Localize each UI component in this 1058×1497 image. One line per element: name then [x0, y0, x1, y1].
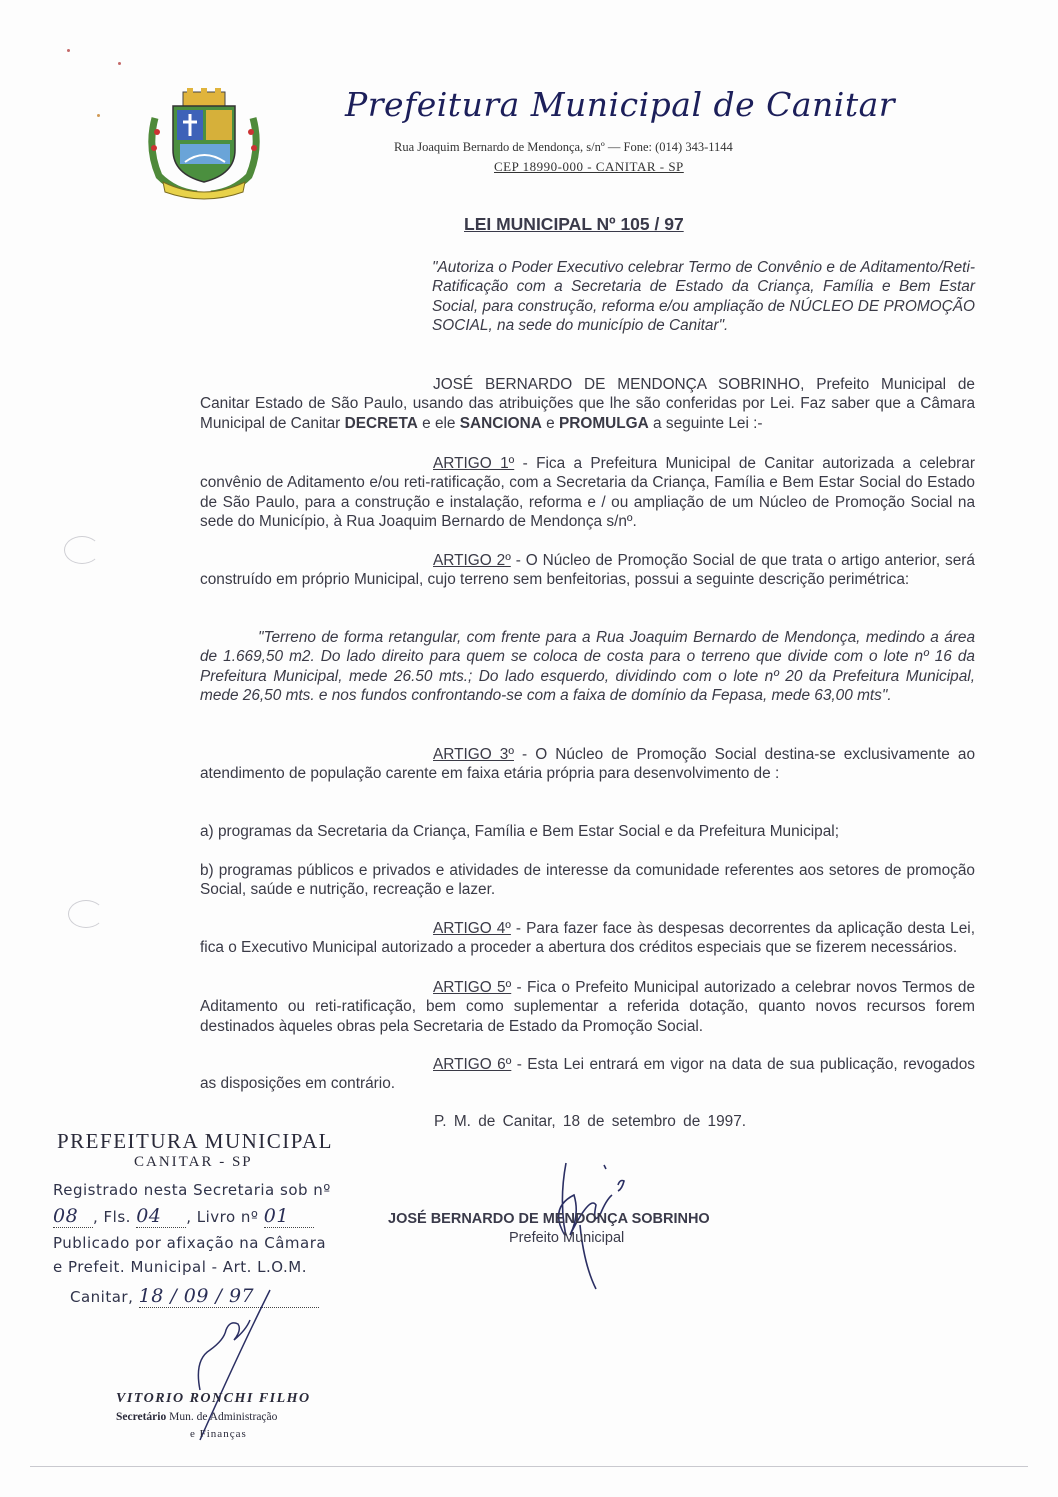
article-label: ARTIGO 3º: [433, 746, 514, 763]
article-6: ARTIGO 6º - Esta Lei entrará em vigor na data de sua publicação, revogados as disposições em contrário.: [200, 1056, 975, 1093]
municipal-crest-icon: [145, 88, 263, 200]
folio-number: 04: [136, 1205, 186, 1228]
signer-role: Prefeito Municipal: [509, 1230, 625, 1246]
article-2: ARTIGO 2º - O Núcleo de Promoção Social de que trata o artigo anterior, será construído em próprio Municipal, cujo terreno sem benfeitorias, possui a seguinte descrição perimétrica:: [200, 552, 975, 589]
stamp-registration-row: 08 , Fls. 04 , Livro nº 01: [53, 1205, 314, 1228]
punch-hole-mark: [68, 900, 104, 928]
date-line: P. M. de Canitar, 18 de setembro de 1997.: [434, 1113, 747, 1130]
letterhead-address: Rua Joaquim Bernardo de Mendonça, s/nº — Fone: (014) 343-1144: [394, 140, 733, 154]
secretary-name: VITORIO RONCHI FILHO: [116, 1391, 311, 1406]
preamble: JOSÉ BERNARDO DE MENDONÇA SOBRINHO, Prefeito Municipal de Canitar Estado de São Paulo, usando das atribuições que lhe são conferidas por Lei. Faz saber que a Câmara Municipal de Canitar DECRETA e ele SANCIONA e PROMULGA a seguinte Lei :-: [200, 376, 975, 432]
article-label: ARTIGO 5º: [433, 979, 512, 996]
registration-number: 08: [53, 1205, 93, 1228]
scan-speck: [97, 114, 100, 117]
letterhead-title: Prefeitura Municipal de Canitar: [345, 85, 896, 124]
page-edge: [30, 1466, 1028, 1467]
article-4: ARTIGO 4º - Para fazer face às despesas decorrentes da aplicação desta Lei, fica o Executivo Municipal autorizado a proceder a abertura dos créditos especiais que se fizerem necessários.: [200, 920, 975, 957]
article-label: ARTIGO 4º: [433, 920, 511, 937]
scan-speck: [118, 62, 121, 65]
article-3: ARTIGO 3º - O Núcleo de Promoção Social destina-se exclusivamente ao atendimento de população carente em faixa etária própria para desenvolvimento de :: [200, 746, 976, 783]
article-label: ARTIGO 2º: [433, 552, 511, 569]
stamp-prefeit-row: e Prefeit. Municipal - Art. L.O.M.: [53, 1258, 307, 1276]
law-summary: "Autoriza o Poder Executivo celebrar Termo de Convênio e de Aditamento/Reti-Ratificação com a Secretaria de Estado da Criança, Família e Bem Estar Social, para construção, reforma e/ou ampliação de NÚCLEO DE PROMOÇÃO SOCIAL, na sede do município de Canitar".: [432, 259, 975, 334]
letterhead-cep: CEP 18990-000 - CANITAR - SP: [494, 159, 684, 174]
item-b: b) programas públicos e privados e atividades de interesse da comunidade referentes aos setores de promoção Social, saúde e nutrição, recreação e lazer.: [200, 862, 975, 899]
article-5: ARTIGO 5º - Fica o Prefeito Municipal autorizado a celebrar novos Termos de Aditamento ou reti-ratificação, bem como suplementar a referida dotação, quanto novos recursos forem destinados àqueles obras pela Secretaria de Estado da Promoção Social.: [200, 979, 975, 1035]
article-label: ARTIGO 6º: [433, 1056, 512, 1073]
punch-hole-mark: [64, 536, 100, 564]
stamp-registered-text: Registrado nesta Secretaria sob nº: [53, 1181, 331, 1199]
book-number: 01: [264, 1205, 314, 1228]
stamp-city: CANITAR - SP: [134, 1154, 253, 1170]
law-title: LEI MUNICIPAL Nº 105 / 97: [464, 214, 684, 234]
stamp-date-row: Canitar, 18 / 09 / 97: [70, 1285, 319, 1308]
terrain-description: "Terreno de forma retangular, com frente para a Rua Joaquim Bernardo de Mendonça, medindo a área de 1.669,50 m2. Do lado direito para quem se coloca de costa para o terreno que divide com o lote nº 16 da Prefeitura Municipal, mede 26.50 mts.; Do lado esquerdo, dividindo com o lote nº 20 da Prefeitura Municipal, mede 26,50 mts. e nos fundos confrontando-se com a faixa de domínio da Fepasa, mede 63,00 mts".: [200, 629, 975, 705]
stamp-published-text: Publicado por afixação na Câmara: [53, 1234, 327, 1252]
secretary-role-cont: e Finanças: [190, 1428, 247, 1440]
item-a: a) programas da Secretaria da Criança, Família e Bem Estar Social e da Prefeitura Municipal;: [200, 823, 839, 840]
article-1: ARTIGO 1º - Fica a Prefeitura Municipal de Canitar autorizada a celebrar convênio de Aditamento e/ou reti-ratificação, com a Secretaria da Criança, Família e Bem Estar Social do Estado de São Paulo, para a construção e instalação, reforma e / ou ampliação de um Núcleo de Promoção Social na sede do Município, à Rua Joaquim Bernardo de Mendonça s/nº.: [200, 455, 975, 531]
secretary-role: Secretário Mun. de Administração: [116, 1411, 278, 1423]
mayor-name: JOSÉ BERNARDO DE MENDONÇA SOBRINHO,: [433, 376, 805, 393]
signer-name: JOSÉ BERNARDO DE MENDONÇA SOBRINHO: [388, 1211, 710, 1227]
article-label: ARTIGO 1º: [433, 455, 515, 472]
stamp-header: PREFEITURA MUNICIPAL: [57, 1129, 334, 1153]
scan-speck: [67, 49, 70, 52]
stamp-date: 18 / 09 / 97: [139, 1285, 319, 1308]
secretary-signature: [180, 1280, 290, 1450]
